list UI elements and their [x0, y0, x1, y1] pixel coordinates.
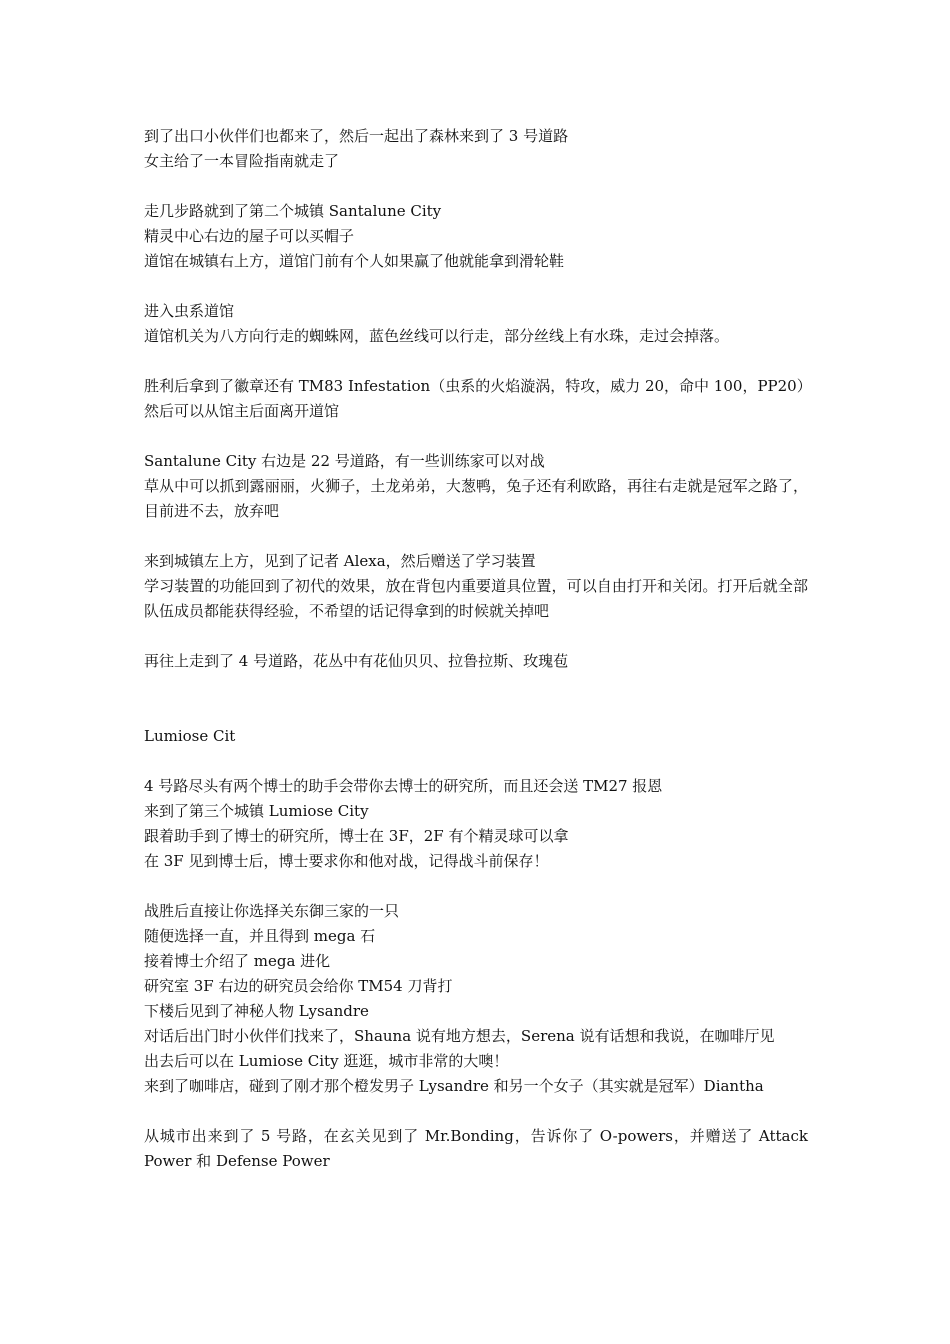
paragraph-line: 从城市出来到了 5 号路，在玄关见到了 Mr.Bonding，告诉你了 O-powers，并赠送了 Attack Power 和 Defense Power — [144, 1127, 808, 1170]
paragraph-line: 战胜后直接让你选择关东御三家的一只 — [144, 902, 400, 920]
paragraph-line: Santalune City 右边是 22 号道路，有一些训练家可以对战 — [144, 452, 545, 470]
blank-line — [144, 749, 808, 774]
paragraph-line: 走几步路就到了第二个城镇 Santalune City — [144, 202, 442, 220]
paragraph-line: 对话后出门时小伙伴们找来了，Shauna 说有地方想去，Serena 说有话想和我说，在咖啡厅见 — [144, 1027, 775, 1045]
paragraph-line: 下楼后见到了神秘人物 Lysandre — [144, 1002, 369, 1020]
paragraph-line: 研究室 3F 右边的研究员会给你 TM54 刀背打 — [144, 977, 453, 995]
paragraph-line: 来到城镇左上方，见到了记者 Alexa，然后赠送了学习装置 — [144, 552, 536, 570]
document-body — [144, 124, 812, 1174]
blank-line — [144, 524, 808, 549]
paragraph-line: 女主给了一本冒险指南就走了 — [144, 152, 340, 170]
blank-line — [144, 624, 808, 649]
paragraph-line: 道馆机关为八方向行走的蜘蛛网，蓝色丝线可以行走，部分丝线上有水珠，走过会掉落。 — [144, 327, 730, 345]
blank-line — [144, 174, 808, 199]
paragraph-line: 跟着助手到了博士的研究所，博士在 3F，2F 有个精灵球可以拿 — [144, 827, 569, 845]
paragraph-line: 道馆在城镇右上方，道馆门前有个人如果赢了他就能拿到滑轮鞋 — [144, 252, 565, 270]
paragraph-line: 4 号路尽头有两个博士的助手会带你去博士的研究所，而且还会送 TM27 报恩 — [144, 777, 663, 795]
paragraph-line: 来到了咖啡店，碰到了刚才那个橙发男子 Lysandre 和另一个女子（其实就是冠军）Diantha — [144, 1077, 764, 1095]
paragraph-line: 再往上走到了 4 号道路，花丛中有花仙贝贝、拉鲁拉斯、玫瑰苞 — [144, 652, 569, 670]
paragraph-line: 草从中可以抓到露丽丽，火狮子，土龙弟弟，大葱鸭，兔子还有利欧路，再往右走就是冠军之路了，目前进不去，放弃吧 — [144, 477, 808, 520]
paragraph-line: 胜利后拿到了徽章还有 TM83 Infestation（虫系的火焰漩涡，特攻，威力 20，命中 100，PP20） — [144, 377, 812, 395]
paragraph-line: 来到了第三个城镇 Lumiose City — [144, 802, 369, 820]
section-heading: Lumiose Cit — [144, 727, 236, 745]
blank-line — [144, 349, 808, 374]
paragraph-line: 学习装置的功能回到了初代的效果，放在背包内重要道具位置，可以自由打开和关闭。打开后就全部队伍成员都能获得经验，不希望的话记得拿到的时候就关掉吧 — [144, 577, 808, 620]
blank-line — [144, 674, 808, 724]
paragraph-line: 接着博士介绍了 mega 进化 — [144, 952, 331, 970]
paragraph-line: 在 3F 见到博士后，博士要求你和他对战，记得战斗前保存！ — [144, 852, 549, 870]
blank-line — [144, 874, 808, 899]
paragraph-line: 进入虫系道馆 — [144, 302, 235, 320]
blank-line — [144, 1099, 808, 1124]
paragraph-line: 随便选择一直，并且得到 mega 石 — [144, 927, 376, 945]
blank-line — [144, 424, 808, 449]
paragraph-line: 到了出口小伙伴们也都来了，然后一起出了森林来到了 3 号道路 — [144, 127, 569, 145]
blank-line — [144, 274, 808, 299]
paragraph-line: 精灵中心右边的屋子可以买帽子 — [144, 227, 355, 245]
paragraph-line: 然后可以从馆主后面离开道馆 — [144, 402, 340, 420]
paragraph-line: 出去后可以在 Lumiose City 逛逛，城市非常的大噢！ — [144, 1052, 509, 1070]
